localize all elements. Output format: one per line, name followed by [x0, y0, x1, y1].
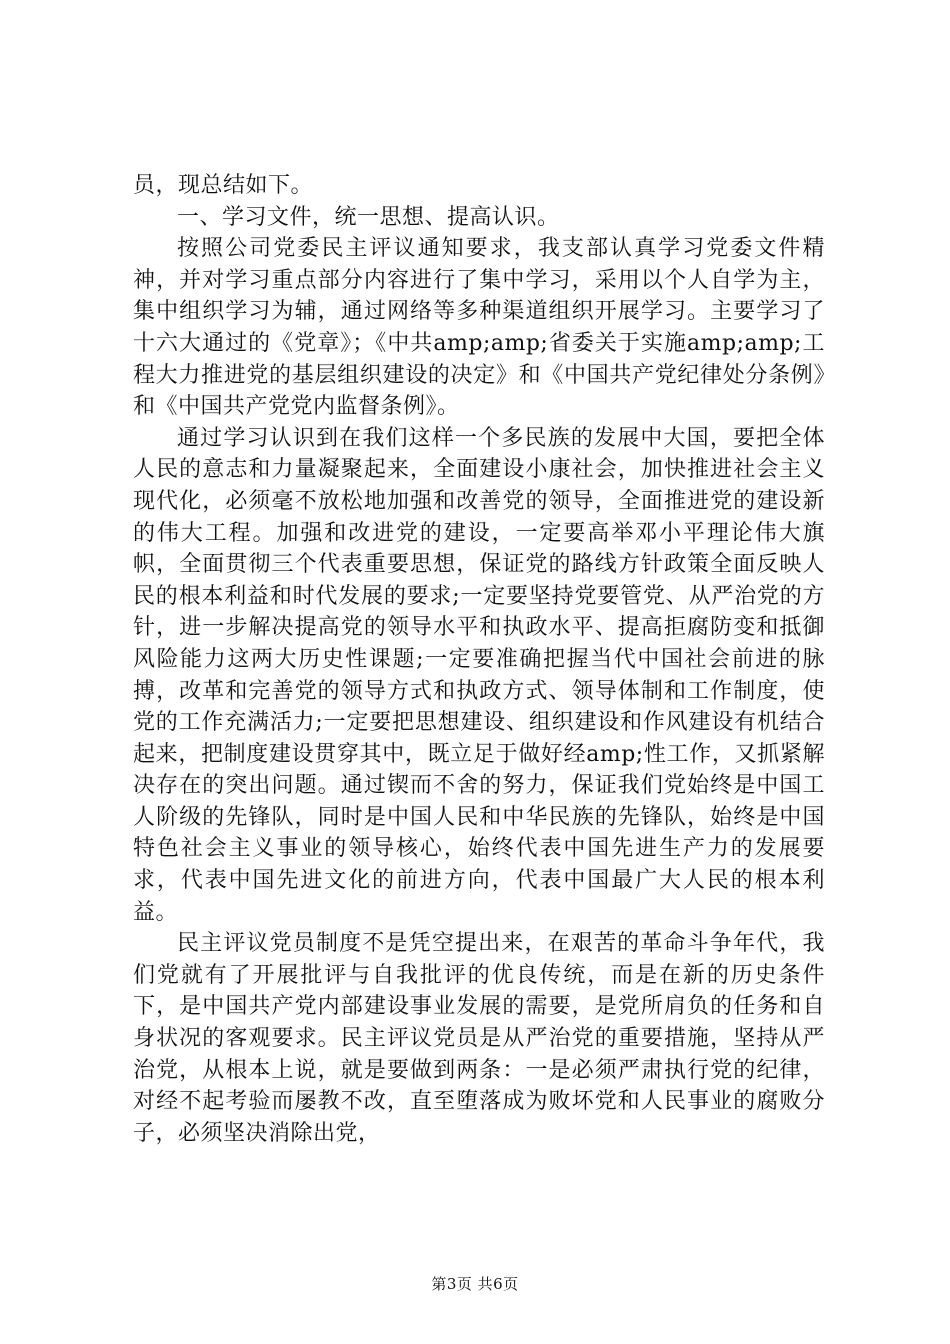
- page-number-footer: 第3页 共6页: [431, 1275, 519, 1293]
- section-heading-study: 一、学习文件，统一思想、提高认识。: [177, 204, 560, 230]
- paragraph-democratic-review: 民主评议党员制度不是凭空提出来，在艰苦的革命斗争年代，我们党就有了开展批评与自我批评的优良传统，而是在新的历史条件下，是中国共产党内部建设事业发展的需要，是党所肩负的任务和自身状况的客观要求。民主评议党员是从严治党的重要措施，坚持从严治党，从根本上说，就是要做到两条：一是必须严肃执行党的纪律，对经不起考验而屡教不改，直至堕落成为败坏党和人民事业的腐败分子，必须坚决消除出党，: [133, 931, 825, 1146]
- document-body: [133, 170, 825, 1149]
- paragraph-study-notice: 按照公司党委民主评议通知要求，我支部认真学习党委文件精神，并对学习重点部分内容进行了集中学习，采用以个人自学为主，集中组织学习为辅，通过网络等多种渠道组织开展学习。主要学习了十六大通过的《党章》；《中共amp;amp;省委关于实施amp;amp;工程大力推进党的基层组织建设的决定》和《中国共产党纪律处分条例》和《中国共产党党内监督条例》。: [133, 236, 825, 420]
- paragraph-intro-tail: 员，现总结如下。: [133, 173, 314, 198]
- paragraph-study-understanding: 通过学习认识到在我们这样一个多民族的发展中大国，要把全体人民的意志和力量凝聚起来，全面建设小康社会，加快推进社会主义现代化，必须毫不放松地加强和改善党的领导，全面推进党的建设新的伟大工程。加强和改进党的建设，一定要高举邓小平理论伟大旗帜，全面贯彻三个代表重要思想，保证党的路线方针政策全面反映人民的根本利益和时代发展的要求;一定要坚持党要管党、从严治党的方针，进一步解决提高党的领导水平和执政水平、提高拒腐防变和抵御风险能力这两大历史性课题;一定要准确把握当代中国社会前进的脉搏，改革和完善党的领导方式和执政方式、领导体制和工作制度，使党的工作充满活力;一定要把思想建设、组织建设和作风建设有机结合起来，把制度建设贯穿其中，既立足于做好经amp;性工作，又抓紧解决存在的突出问题。通过锲而不舍的努力，保证我们党始终是中国工人阶级的先锋队，同时是中国人民和中华民族的先锋队，始终是中国特色社会主义事业的领导核心，始终代表中国先进生产力的发展要求，代表中国先进文化的前进方向，代表中国最广大人民的根本利益。: [133, 425, 825, 925]
